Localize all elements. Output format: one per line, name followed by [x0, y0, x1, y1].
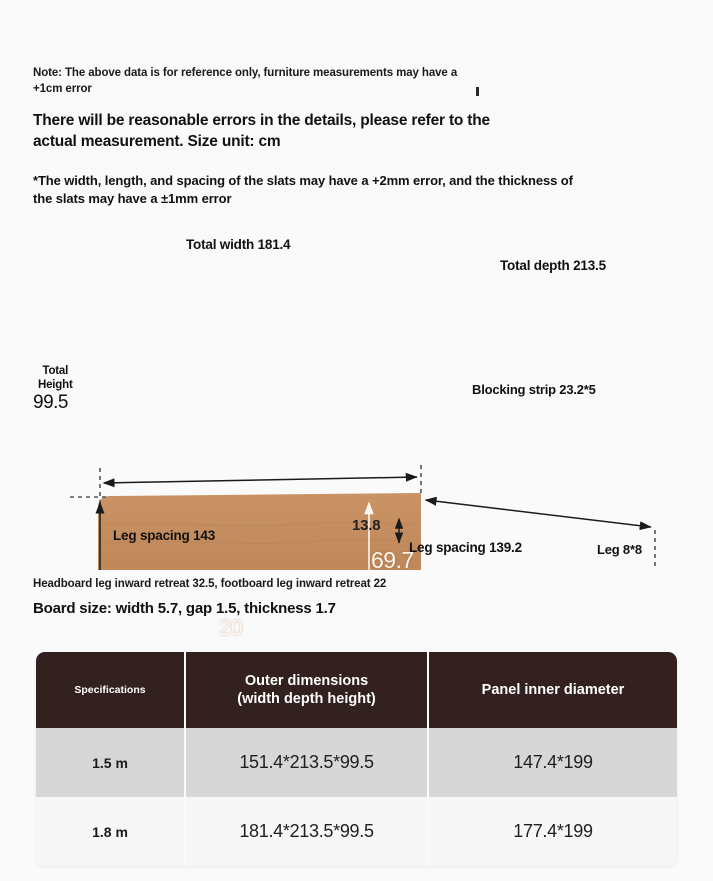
table-header-panel-inner: Panel inner diameter [481, 681, 625, 698]
text-board-size: Board size: width 5.7, gap 1.5, thickness 1.7 [33, 600, 336, 617]
row-outer: 151.4*213.5*99.5 [186, 728, 429, 797]
row-spec: 1.5 m [36, 728, 186, 797]
row-outer: 181.4*213.5*99.5 [186, 797, 429, 866]
label-total-width: Total width 181.4 [186, 237, 291, 252]
label-total-height-value: 99.5 [33, 392, 68, 413]
label-total-depth: Total depth 213.5 [500, 258, 606, 273]
table-header-row [36, 652, 677, 728]
notes-block [33, 66, 633, 209]
row-spec: 1.8 m [36, 797, 186, 866]
label-total-height-line2: Height [38, 378, 73, 391]
table-header-outer-dimensions [186, 652, 429, 728]
dim-total-depth [426, 500, 651, 527]
label-ground-clearance: 13.8 [352, 517, 381, 534]
table-row [36, 797, 677, 866]
stray-mark-artifact [476, 87, 479, 96]
label-headboard-height: 69.7 [371, 547, 414, 573]
label-total-height [38, 365, 73, 393]
label-leg-spacing-left: Leg spacing 143 [113, 528, 216, 543]
mid-text-block [33, 578, 633, 617]
note-slat-tolerance: *The width, length, and spacing of the slats may have a +2mm error, and the thickness of the slats may have a ±1mm error [33, 172, 573, 207]
label-headboard-lower: 20 [219, 615, 243, 640]
table-header-specifications: Specifications [36, 652, 186, 728]
specifications-table [36, 652, 677, 866]
table-header-outer-line1: Outer dimensions [244, 672, 369, 689]
note-reference-error: Note: The above data is for reference only, furniture measurements may have a +1cm error [33, 67, 458, 95]
text-leg-retreat: Headboard leg inward retreat 32.5, footboard leg inward retreat 22 [33, 578, 387, 590]
table-row [36, 728, 677, 797]
row-inner: 177.4*199 [513, 821, 593, 841]
label-leg-size: Leg 8*8 [597, 542, 642, 557]
table-header-outer-line2: (width depth height) [237, 691, 376, 707]
label-leg-spacing-front: Leg spacing 139.2 [409, 540, 522, 555]
row-inner: 147.4*199 [513, 752, 593, 772]
label-blocking-strip: Blocking strip 23.2*5 [472, 382, 596, 397]
label-total-height-line1: Total [42, 365, 69, 377]
note-headline: There will be reasonable errors in the details, please refer to the actual measurement. Size unit: cm [33, 112, 490, 151]
dim-total-width [104, 477, 417, 483]
